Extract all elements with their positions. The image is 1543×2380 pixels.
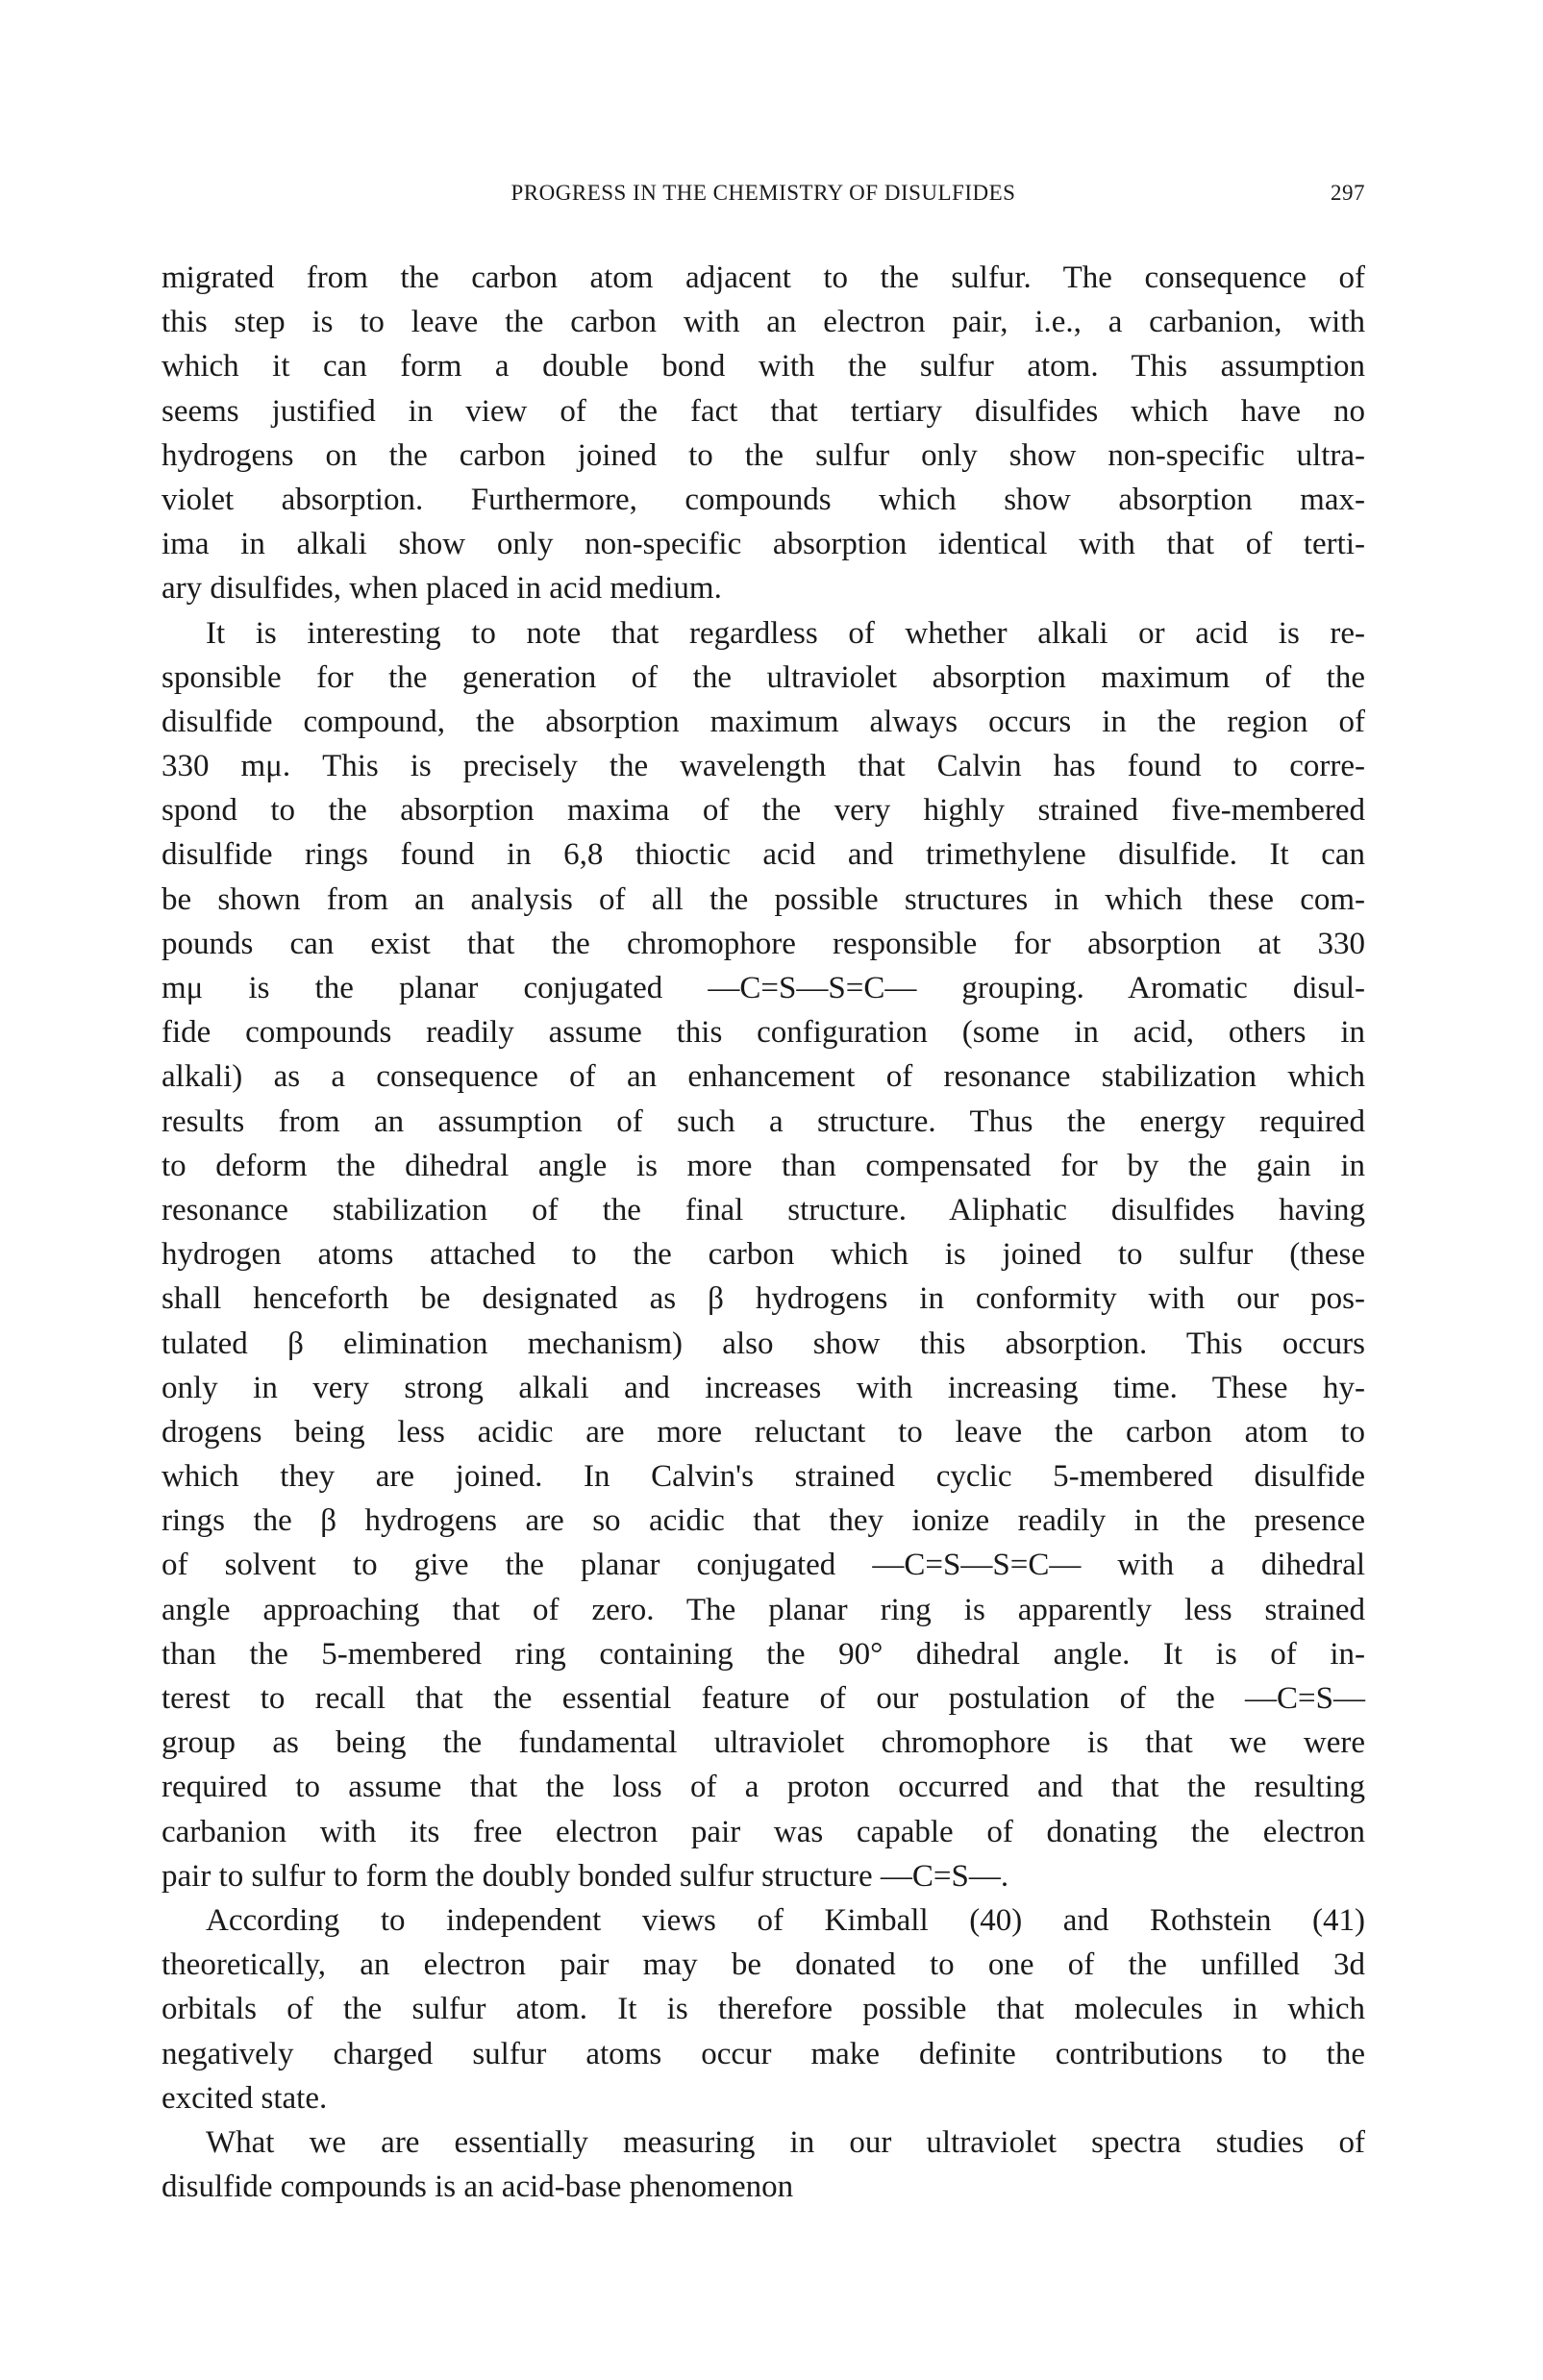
paragraph [162,1898,1365,2120]
running-title: PROGRESS IN THE CHEMISTRY OF DISULFIDES [510,181,1016,205]
text-line: hydrogen atoms attached to the carbon which is joined to sulfur (these [162,1237,1365,1273]
text-line: negatively charged sulfur atoms occur make definite contributions to the [162,2036,1365,2071]
text-line: alkali) as a consequence of an enhancement of resonance stabilization which [162,1059,1365,1095]
text-line: It is interesting to note that regardless of whether alkali or acid is re- [206,615,1365,651]
text-line: carbanion with its free electron pair was capable of donating the electron [162,1814,1365,1849]
text-line: only in very strong alkali and increases with increasing time. These hy- [162,1370,1365,1405]
text-line: ary disulfides, when placed in acid medium. [162,571,722,607]
text-line: tulated β elimination mechanism) also show this absorption. This occurs [162,1326,1365,1361]
text-line: ima in alkali show only non-specific absorption identical with that of terti- [162,527,1365,562]
text-line: excited state. [162,2080,328,2116]
text-line: According to independent views of Kimball (40) and Rothstein (41) [206,1902,1365,1938]
paragraph [162,256,1365,611]
text-line: orbitals of the sulfur atom. It is therefore possible that molecules in which [162,1992,1365,2027]
text-line: disulfide rings found in 6,8 thioctic acid and trimethylene disulfide. It can [162,837,1365,873]
text-line: to deform the dihedral angle is more than compensated for by the gain in [162,1148,1365,1183]
text-line: of solvent to give the planar conjugated —C=S—S=C— with a dihedral [162,1548,1365,1583]
text-line: mμ is the planar conjugated —C=S—S=C— grouping. Aromatic disul- [162,971,1365,1005]
text-line: group as being the fundamental ultraviolet chromophore is that we were [162,1725,1365,1761]
text-line: sponsible for the generation of the ultraviolet absorption maximum of the [162,659,1365,695]
text-line: terest to recall that the essential feature of our postulation of the —C=S— [162,1681,1365,1716]
text-line: migrated from the carbon atom adjacent to the sulfur. The consequence of [162,260,1365,295]
text-line: shall henceforth be designated as β hydrogens in conformity with our pos- [162,1281,1365,1317]
text-line: What we are essentially measuring in our ultraviolet spectra studies of [206,2124,1365,2160]
text-line: this step is to leave the carbon with an electron pair, i.e., a carbanion, with [162,305,1365,340]
text-line: angle approaching that of zero. The planar ring is apparently less strained [162,1592,1365,1627]
text-line: which it can form a double bond with the sulfur atom. This assumption [162,349,1365,384]
text-line: than the 5-membered ring containing the 90° dihedral angle. It is of in- [162,1636,1365,1672]
text-line: disulfide compound, the absorption maximum always occurs in the region of [162,704,1365,739]
text-line: resonance stabilization of the final structure. Aliphatic disulfides having [162,1192,1365,1227]
text-line: fide compounds readily assume this configuration (some in acid, others in [162,1015,1365,1051]
text-line: theoretically, an electron pair may be donated to one of the unfilled 3d [162,1947,1365,1983]
text-line: spond to the absorption maxima of the very highly strained five-membered [162,793,1365,829]
text-line: be shown from an analysis of all the possible structures in which these com- [162,881,1365,917]
text-line: results from an assumption of such a structure. Thus the energy required [162,1103,1365,1139]
text-line: seems justified in view of the fact that tertiary disulfides which have no [162,393,1365,429]
text-line: violet absorption. Furthermore, compounds which show absorption max- [162,482,1365,517]
text-line: 330 mμ. This is precisely the wavelength that Calvin has found to corre- [162,749,1365,784]
text-line: drogens being less acidic are more reluctant to leave the carbon atom to [162,1414,1365,1450]
paragraph [162,2120,1365,2209]
text-line: hydrogens on the carbon joined to the sulfur only show non-specific ultra- [162,437,1365,473]
paragraph [162,611,1365,1898]
page-number: 297 [1331,181,1365,205]
text-line: pair to sulfur to form the doubly bonded sulfur structure —C=S—. [162,1858,1009,1894]
text-line: rings the β hydrogens are so acidic that they ionize readily in the presence [162,1503,1365,1539]
body-text [162,256,1365,2209]
page-header [162,181,1365,219]
text-line: required to assume that the loss of a proton occurred and that the resulting [162,1770,1365,1805]
text-line: pounds can exist that the chromophore responsible for absorption at 330 [162,926,1365,961]
text-line: disulfide compounds is an acid-base phenomenon [162,2169,794,2205]
text-line: which they are joined. In Calvin's strained cyclic 5-membered disulfide [162,1459,1365,1495]
